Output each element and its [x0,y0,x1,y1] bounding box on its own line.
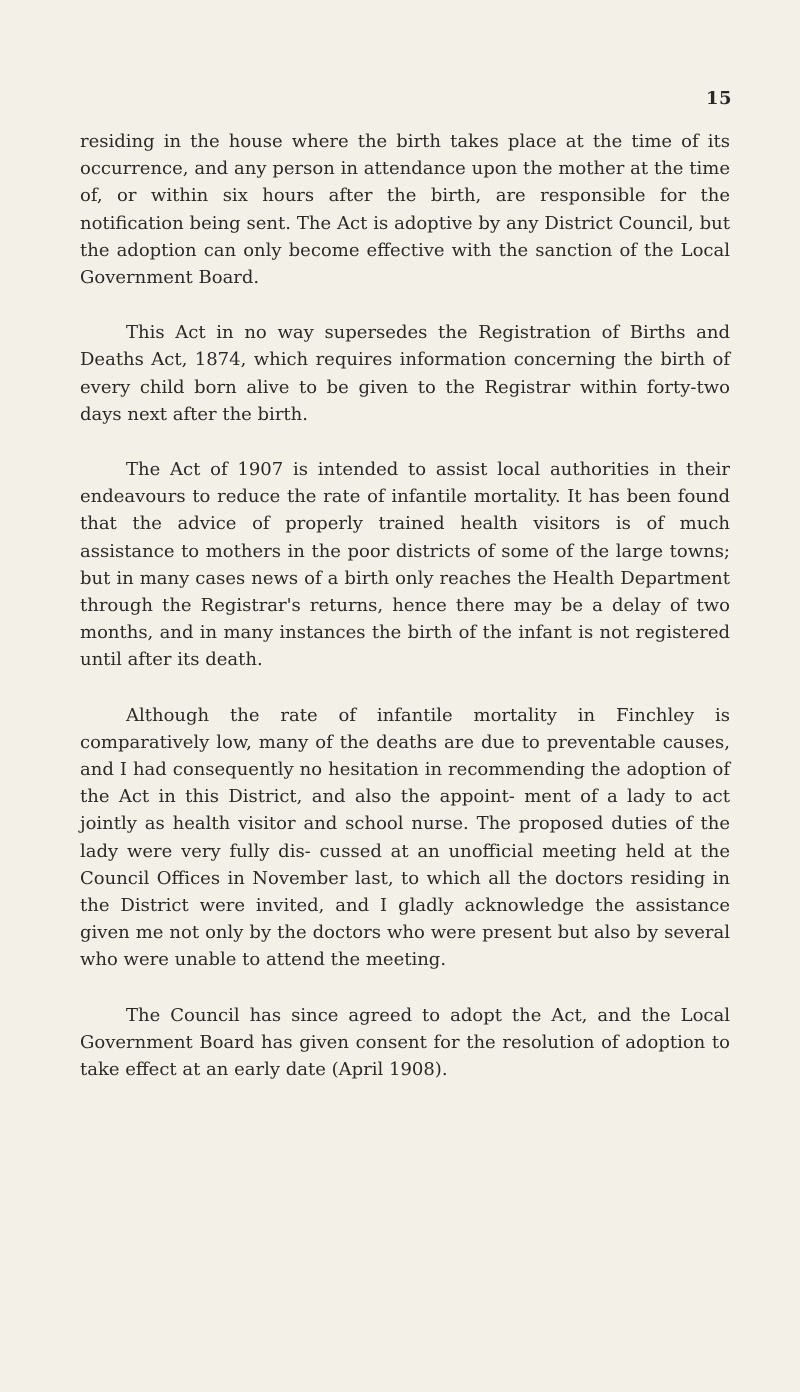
paragraph-council-adoption: The Council has since agreed to adopt the Act, and the Local Government Board has given consent for the resolution of adoption to take effect at an early date (April 1908). [80,1004,730,1081]
page-number: 15 [705,88,732,109]
paragraph-act-1907: The Act of 1907 is intended to assist local authorities in their endeavours to reduce the rate of infantile mortality. It has been found that the advice of properly trained health visitors is of much assistance to mothers in the poor districts of some of the large towns; but in many cases news of a birth only reaches the Health Department through the Registrar's returns, hence there may be a delay of two months, and in many instances the birth of the infant is not registered until after its death. [80,459,730,671]
paragraph-continuation: residing in the house where the birth takes place at the time of its occurrence, and any person in attendance upon the mother at the time of, or within six hours after the birth, are responsible for the notification being sent. The Act is adoptive by any District Council, but the adoption can only become effective with the sanction of the Local Government Board. [80,131,730,289]
body-text [80,128,730,1083]
paragraph-registration-act: This Act in no way supersedes the Registration of Births and Deaths Act, 1874, which requires information concerning the birth of every child born alive to be given to the Registrar within forty-two days next after the birth. [80,322,730,425]
paragraph-finchley-mortality: Although the rate of infantile mortality in Finchley is comparatively low, many of the deaths are due to preventable causes, and I had consequently no hesitation in recommending the adoption of the Act in this District, and also the appoint- ment of a lady to act jointly as health visitor and school nurse. The proposed duties of the lady were very fully dis- cussed at an unofficial meeting held at the Council Offices in November last, to which all the doctors residing in the District were invited, and I gladly acknowledge the assistance given me not only by the doctors who were present but also by several who were unable to attend the meeting. [80,704,730,971]
